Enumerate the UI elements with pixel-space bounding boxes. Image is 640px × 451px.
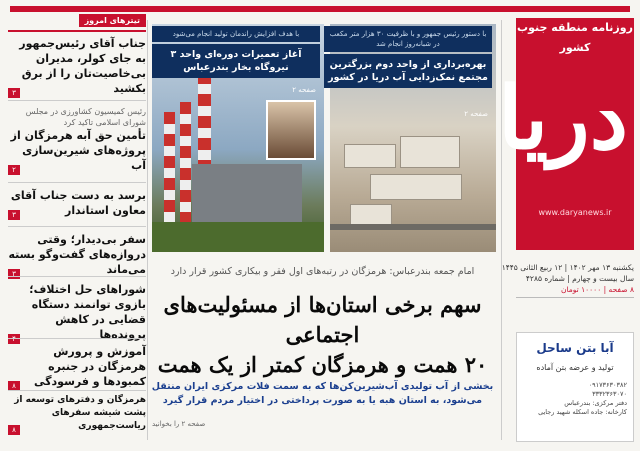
headline-line-2: ۲۰ همت و هرمزگان کمتر از یک همت <box>157 352 488 377</box>
page-badge: ۳ <box>8 269 20 279</box>
divider <box>516 297 634 298</box>
power-plant-photo[interactable] <box>152 24 324 252</box>
headline-item[interactable] <box>8 232 146 277</box>
page-badge: ۴ <box>8 334 20 344</box>
page-badge: ۲ <box>8 165 20 175</box>
chimney-shape <box>180 102 191 222</box>
headline-title: سفر بی‌دیدار؛ وقتی دروازه‌های گفت‌وگو بسته می‌ماند <box>8 233 146 276</box>
advertisement-box[interactable] <box>516 332 634 442</box>
ad-line: ۰۹۱۷۳۶۳۰۳۸۲ <box>588 381 627 389</box>
headline-title: شوراهای حل اختلاف؛ بازوی توانمند دستگاه قضایی در کاهش پرونده‌ها <box>29 283 146 341</box>
chimney-shape <box>164 112 175 222</box>
continued-on-page[interactable]: صفحه ۲ را بخوانید <box>152 420 206 428</box>
headline-item[interactable] <box>8 282 146 342</box>
divider <box>8 100 146 101</box>
issue-info <box>501 262 634 322</box>
official-portrait <box>266 100 316 160</box>
ad-line: ۳۳۳۲۳۶۳۰۷۰ <box>592 390 627 398</box>
headline-item[interactable] <box>8 106 146 173</box>
website-address[interactable]: www.daryanews.ir <box>538 208 612 217</box>
headline-kicker: رئیس کمیسیون کشاورزی در مجلس شورای اسلامی تاکید کرد <box>25 107 146 127</box>
building-shape <box>400 136 460 168</box>
page-badge: ۳ <box>8 210 20 220</box>
issue-date: یکشنبه ۱۳ مهر ۱۴۰۲ | ۱۲ ربیع الثانی ۱۴۴۵ <box>501 263 634 272</box>
headline-item[interactable] <box>8 344 146 389</box>
issue-number: سال بیست و چهارم | شماره ۴۲۸۵ <box>525 274 634 283</box>
page-badge: ۸ <box>8 425 20 435</box>
story-lead: بخشی از آب تولیدی آب‌شیرین‌کن‌ها که به سمت فلات مرکزی ایران منتقل می‌شود، به استان هبه یا به صورت پرداختی در اختیار مردم قرار گیرد <box>151 381 494 406</box>
page-reference: صفحه ۲ <box>292 86 316 94</box>
headlines-header <box>8 14 146 32</box>
divider <box>8 276 146 277</box>
headline-item[interactable] <box>8 394 146 433</box>
plant-building-shape <box>192 164 302 224</box>
headline-title: هرمزگان و دفترهای توسعه از پشت شیشه سفرهای ریاست‌جمهوری <box>14 395 146 431</box>
ad-line: کارخانه: جاده اسکله شهید رجایی <box>538 408 627 416</box>
headline-item[interactable] <box>8 36 146 96</box>
page-badge: ۳ <box>8 88 20 98</box>
ground-shape <box>152 222 324 252</box>
headlines-column <box>8 12 146 442</box>
headlines-header-label: تیترهای امروز <box>79 14 146 27</box>
ad-title: آبا بتن ساحل <box>536 341 614 355</box>
ad-subtitle: تولید و عرضه بتن آماده <box>536 363 614 372</box>
story-deck: امام جمعه بندرعباس: هرمزگان در رتبه‌های اول فقر و بیکاری کشور قرار دارد <box>170 266 475 277</box>
main-headline[interactable] <box>150 290 495 380</box>
page-reference: صفحه ۲ <box>464 110 488 118</box>
desalination-complex-photo[interactable] <box>330 24 496 252</box>
building-shape <box>350 204 392 226</box>
ad-details <box>523 381 627 429</box>
issue-pages-price: ۸ صفحه | ۱۰۰۰۰ تومان <box>560 285 634 294</box>
headline-title: تأمین حق آبه هرمزگان از پروژه‌های شیرین‌سازی آب <box>10 129 146 172</box>
divider <box>8 226 146 227</box>
column-divider <box>147 20 148 440</box>
building-shape <box>370 174 462 200</box>
photo-caption: آغاز تعمیرات دوره‌ای واحد ۳ نیروگاه بخار بندرعباس <box>152 44 320 78</box>
column-divider <box>501 20 502 440</box>
headline-item[interactable] <box>8 188 146 218</box>
headline-title: برسد به دست جناب آقای معاون استاندار <box>10 189 146 217</box>
building-shape <box>344 144 396 168</box>
headline-title: آموزش و پرورش هرمزگان در جنبره کمبودها و فرسودگی <box>34 345 146 388</box>
ad-line: دفتر مرکزی: بندرعباس <box>564 399 627 407</box>
masthead-tagline: روزنامه منطقه جنوب کشور <box>517 21 633 54</box>
photo-caption: بهره‌برداری از واحد دوم بزرگترین مجتمع نمک‌زدایی آب دریا در کشور <box>324 54 492 88</box>
headline-title: جناب آقای رئیس‌جمهور به جای کولر، مدیران بی‌خاصیت‌تان را از برق بکشید <box>19 37 146 95</box>
photo-kicker: با دستور رئیس جمهور و با ظرفیت ۳۰ هزار متر مکعب در شبانه‌روز انجام شد <box>324 26 492 52</box>
divider <box>8 390 146 391</box>
headline-line-1: سهم برخی استان‌ها از مسئولیت‌های اجتماعی <box>163 292 482 347</box>
newspaper-logo: دریا <box>498 68 628 169</box>
divider <box>8 182 146 183</box>
masthead <box>498 18 634 250</box>
divider <box>8 338 146 339</box>
road-shape <box>330 224 496 230</box>
page-badge: ۸ <box>8 381 20 391</box>
photo-kicker: با هدف افزایش راندمان تولید انجام می‌شود <box>152 26 320 42</box>
